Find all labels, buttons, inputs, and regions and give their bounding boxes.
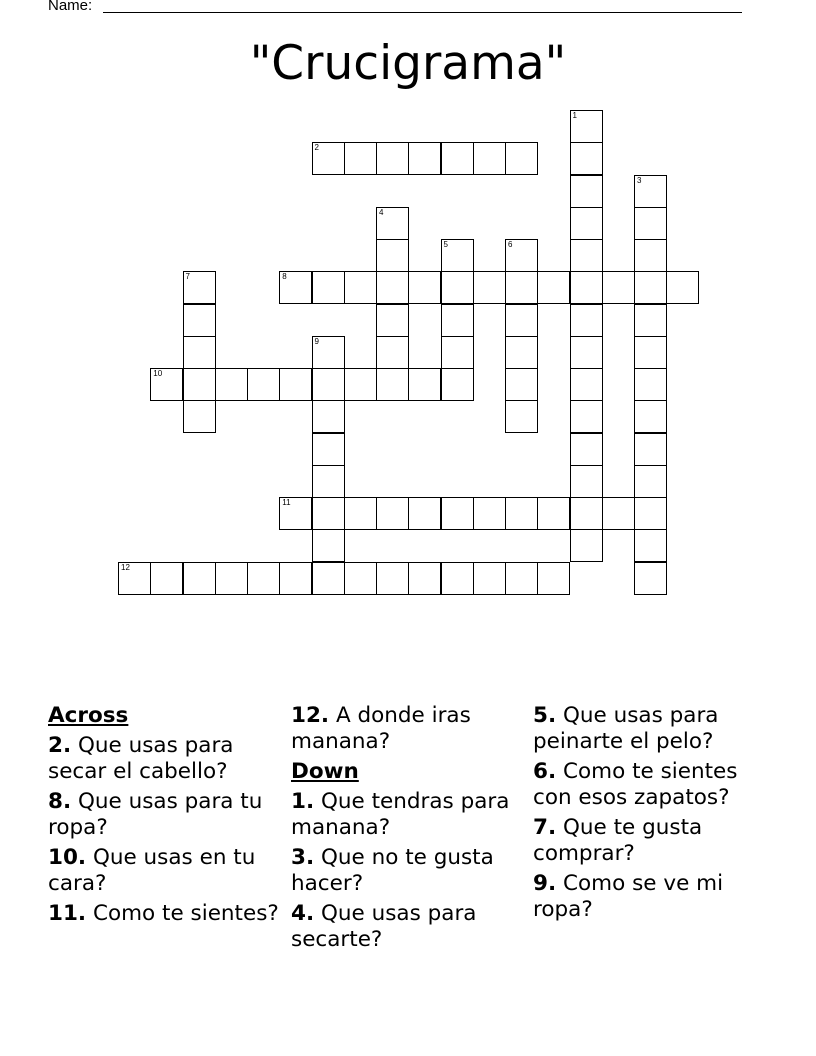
grid-cell[interactable] [376,497,409,530]
clue-down-3: 3. Que no te gusta hacer? [291,845,494,896]
grid-cell[interactable] [183,400,216,433]
grid-cell[interactable] [408,142,441,175]
across-heading: Across [48,703,129,728]
grid-cell[interactable] [279,497,312,530]
grid-cell[interactable] [634,336,667,369]
clue-across-8: 8. Que usas para tu ropa? [48,789,263,840]
grid-cell[interactable] [634,433,667,466]
grid-cell[interactable] [505,239,538,272]
grid-cell[interactable] [634,465,667,498]
grid-cell[interactable] [312,400,345,433]
clue-number: 11 [282,498,291,507]
grid-cell[interactable] [570,207,603,240]
grid-cell[interactable] [312,142,345,175]
grid-cell[interactable] [247,562,280,595]
grid-cell[interactable] [279,368,312,401]
grid-cell[interactable] [408,368,441,401]
grid-cell[interactable] [441,142,474,175]
clue-number: 8 [282,272,287,282]
grid-cell[interactable] [634,497,667,530]
grid-cell[interactable] [634,207,667,240]
grid-cell[interactable] [537,562,570,595]
down-heading: Down [291,759,359,784]
grid-cell[interactable] [570,368,603,401]
grid-cell[interactable] [408,562,441,595]
grid-cell[interactable] [376,304,409,337]
grid-cell[interactable] [570,304,603,337]
clue-number: 6 [508,240,513,249]
grid-cell[interactable] [634,175,667,208]
clue-number: 4 [379,207,384,217]
grid-cell[interactable] [150,368,183,401]
grid-cell[interactable] [441,368,474,401]
grid-cell[interactable] [441,336,474,369]
grid-cell[interactable] [215,562,248,595]
grid-cell[interactable] [344,271,377,304]
grid-cell[interactable] [215,368,248,401]
grid-cell[interactable] [279,271,312,304]
clue-across-12: 12. A donde iras manana? [291,703,471,754]
grid-cell[interactable] [312,368,345,401]
grid-cell[interactable] [473,142,506,175]
grid-cell[interactable] [634,304,667,337]
grid-cell[interactable] [570,336,603,369]
clue-across-10: 10. Que usas en tu cara? [48,845,256,896]
grid-cell[interactable] [312,529,345,562]
grid-cell[interactable] [183,271,216,304]
name-label: Name: [48,0,93,14]
grid-cell[interactable] [602,497,635,530]
clues-column-3 [533,703,771,927]
grid-cell[interactable] [634,562,667,595]
grid-cell[interactable] [376,562,409,595]
clue-number: 12 [121,562,130,572]
grid-cell[interactable] [473,271,506,304]
grid-cell[interactable] [570,239,603,272]
grid-cell[interactable] [570,497,603,530]
grid-cell[interactable] [376,142,409,175]
grid-cell[interactable] [570,110,603,143]
grid-cell[interactable] [183,336,216,369]
grid-cell[interactable] [376,239,409,272]
grid-cell[interactable] [537,271,570,304]
grid-cell[interactable] [376,271,409,304]
grid-cell[interactable] [505,497,538,530]
grid-cell[interactable] [505,400,538,433]
clues-column-1 [48,703,286,931]
page-title: "Crucigrama" [249,36,567,91]
grid-cell[interactable] [312,433,345,466]
grid-cell[interactable] [666,271,699,304]
grid-cell[interactable] [312,497,345,530]
grid-cell[interactable] [183,304,216,337]
grid-cell[interactable] [441,239,474,272]
grid-cell[interactable] [118,562,151,595]
grid-cell[interactable] [473,562,506,595]
grid-cell[interactable] [634,400,667,433]
grid-cell[interactable] [183,562,216,595]
grid-cell[interactable] [312,336,345,369]
grid-cell[interactable] [570,271,603,304]
grid-cell[interactable] [312,465,345,498]
grid-cell[interactable] [408,271,441,304]
grid-cell[interactable] [441,562,474,595]
grid-cell[interactable] [279,562,312,595]
grid-cell[interactable] [344,562,377,595]
clue-number: 9 [314,336,319,346]
clue-number: 7 [185,272,190,282]
clue-across-11: 11. Como te sientes? [48,901,279,926]
grid-cell[interactable] [570,529,603,562]
grid-cell[interactable] [344,368,377,401]
grid-cell[interactable] [602,271,635,304]
grid-cell[interactable] [570,142,603,175]
grid-cell[interactable] [441,497,474,530]
grid-cell[interactable] [634,271,667,304]
grid-cell[interactable] [247,368,280,401]
grid-cell[interactable] [634,368,667,401]
clue-number: 2 [314,143,319,153]
clue-number: 10 [153,369,163,378]
grid-cell[interactable] [505,562,538,595]
grid-cell[interactable] [441,271,474,304]
grid-cell[interactable] [570,400,603,433]
grid-cell[interactable] [312,271,345,304]
clue-number: 3 [637,175,642,185]
clue-number: 1 [572,111,577,120]
clue-down-5: 5. Que usas para peinarte el pelo? [533,703,719,754]
grid-cell[interactable] [183,368,216,401]
grid-cell[interactable] [505,304,538,337]
grid-cell[interactable] [344,497,377,530]
grid-cell[interactable] [441,304,474,337]
grid-cell[interactable] [376,368,409,401]
grid-cell[interactable] [634,239,667,272]
grid-cell[interactable] [505,271,538,304]
grid-cell[interactable] [570,433,603,466]
grid-cell[interactable] [505,336,538,369]
grid-cell[interactable] [634,529,667,562]
grid-cell[interactable] [505,142,538,175]
grid-cell[interactable] [505,368,538,401]
grid-cell[interactable] [570,465,603,498]
clue-down-6: 6. Como te sientes con esos zapatos? [533,759,738,810]
grid-cell[interactable] [150,562,183,595]
grid-cell[interactable] [537,497,570,530]
grid-cell[interactable] [408,497,441,530]
grid-cell[interactable] [376,207,409,240]
grid-cell[interactable] [570,175,603,208]
clue-down-9: 9. Como se ve mi ropa? [533,871,724,922]
clue-number: 5 [443,240,448,249]
grid-cell[interactable] [312,562,345,595]
clue-down-7: 7. Que te gusta comprar? [533,815,703,866]
clues-column-2 [291,703,529,957]
grid-cell[interactable] [473,497,506,530]
clue-down-1: 1. Que tendras para manana? [291,789,510,840]
grid-cell[interactable] [376,336,409,369]
clue-across-2: 2. Que usas para secar el cabello? [48,733,234,784]
grid-cell[interactable] [344,142,377,175]
clue-down-4: 4. Que usas para secarte? [291,901,477,952]
